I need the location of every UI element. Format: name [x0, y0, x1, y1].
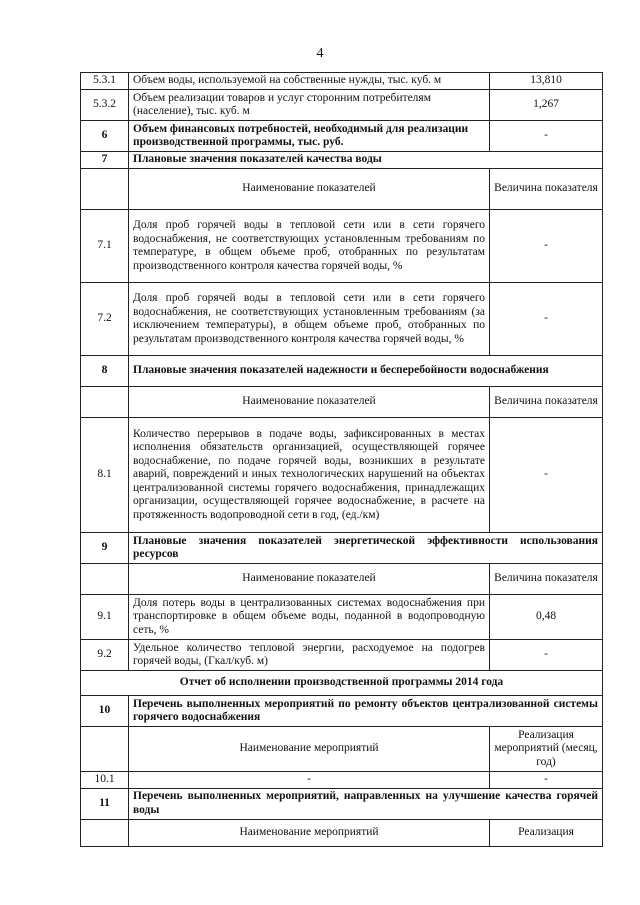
empty-cell [81, 564, 129, 595]
empty-cell [81, 819, 129, 846]
report-heading-row [81, 671, 603, 696]
section-title: Плановые значения показателей надежности и бесперебойности водоснабжения [129, 356, 603, 387]
row-number: 6 [81, 121, 129, 152]
row-value: 13,810 [490, 73, 603, 90]
table-row [81, 90, 603, 121]
row-value: - [490, 210, 603, 283]
section-number: 9 [81, 533, 129, 564]
row-text: Доля потерь воды в централизованных системах водоснабжения при транспортировке в общем объеме воды, поданной в водопроводную сеть, % [129, 595, 490, 640]
column-header-value: Величина показателя [490, 387, 603, 418]
header-row [81, 727, 603, 772]
column-header-name: Наименование мероприятий [129, 727, 490, 772]
table-row [81, 210, 603, 283]
empty-cell [81, 169, 129, 210]
row-number: 5.3.2 [81, 90, 129, 121]
column-header-name: Наименование показателей [129, 169, 490, 210]
table-row [81, 595, 603, 640]
table-row [81, 418, 603, 533]
section-title: Перечень выполненных мероприятий, направленных на улучшение качества горячей воды [129, 788, 603, 819]
row-text: Объем воды, используемой на собственные нужды, тыс. куб. м [129, 73, 490, 90]
section-number: 11 [81, 788, 129, 819]
header-row [81, 387, 603, 418]
empty-cell [81, 727, 129, 772]
column-header-value: Величина показателя [490, 564, 603, 595]
row-number: 9.2 [81, 640, 129, 671]
row-value: - [490, 418, 603, 533]
row-text: Доля проб горячей воды в тепловой сети или в сети горячего водоснабжения, не соответствующих установленным требованиям по температуре, в общем объеме проб, отобранных по результатам производственного контроля качества горячей воды, % [129, 210, 490, 283]
column-header-name: Наименование показателей [129, 564, 490, 595]
row-text: Доля проб горячей воды в тепловой сети или в сети горячего водоснабжения, не соответствующих установленным требованиям (за исключением температуры), в общем объеме проб, отобранных по результатам производственного контроля качества горячей воды, % [129, 283, 490, 356]
section-row [81, 788, 603, 819]
section-title: Плановые значения показателей качества воды [129, 152, 603, 169]
empty-cell [81, 387, 129, 418]
row-number: 8.1 [81, 418, 129, 533]
column-header-value: Величина показателя [490, 169, 603, 210]
row-text: Количество перерывов в подаче воды, зафиксированных в местах исполнения обязательств организацией, осуществляющей горячее водоснабжение, по подаче горячей воды, возникших в результате аварий, повреждений и иных технологических нарушений на объектах централизованной системы горячего водоснабжения, принадлежащих организации, осуществляющей горячее водоснабжение, в расчете на протяженность водопроводной сети в год, (ед./км) [129, 418, 490, 533]
header-row [81, 819, 603, 846]
row-value: - [490, 121, 603, 152]
section-title: Перечень выполненных мероприятий по ремонту объектов централизованной системы горячего водоснабжения [129, 696, 603, 727]
row-text: Объем реализации товаров и услуг сторонним потребителям (население), тыс. куб. м [129, 90, 490, 121]
section-number: 10 [81, 696, 129, 727]
row-text: - [129, 772, 490, 789]
table-row [81, 772, 603, 789]
row-number: 9.1 [81, 595, 129, 640]
row-number: 10.1 [81, 772, 129, 789]
column-header-value: Реализация мероприятий (месяц, год) [490, 727, 603, 772]
table-row [81, 73, 603, 90]
header-row [81, 169, 603, 210]
row-value: 1,267 [490, 90, 603, 121]
row-value: - [490, 283, 603, 356]
table-row [81, 640, 603, 671]
row-value: 0,48 [490, 595, 603, 640]
table-row [81, 283, 603, 356]
row-text: Объем финансовых потребностей, необходимый для реализации производственной программы, тыс. руб. [129, 121, 490, 152]
row-text: Удельное количество тепловой энергии, расходуемое на подогрев горячей воды, (Гкал/куб. м) [129, 640, 490, 671]
row-value: - [490, 640, 603, 671]
row-value: - [490, 772, 603, 789]
column-header-value: Реализация [490, 819, 603, 846]
table-row [81, 121, 603, 152]
section-number: 8 [81, 356, 129, 387]
section-row [81, 152, 603, 169]
column-header-name: Наименование показателей [129, 387, 490, 418]
header-row [81, 564, 603, 595]
row-number: 5.3.1 [81, 73, 129, 90]
section-row [81, 356, 603, 387]
section-number: 7 [81, 152, 129, 169]
program-table [80, 72, 603, 847]
section-title: Плановые значения показателей энергетической эффективности использования ресурсов [129, 533, 603, 564]
section-row [81, 533, 603, 564]
row-number: 7.2 [81, 283, 129, 356]
page-number: 4 [316, 46, 324, 61]
row-number: 7.1 [81, 210, 129, 283]
section-row [81, 696, 603, 727]
report-heading: Отчет об исполнении производственной программы 2014 года [81, 671, 603, 696]
column-header-name: Наименование мероприятий [129, 819, 490, 846]
